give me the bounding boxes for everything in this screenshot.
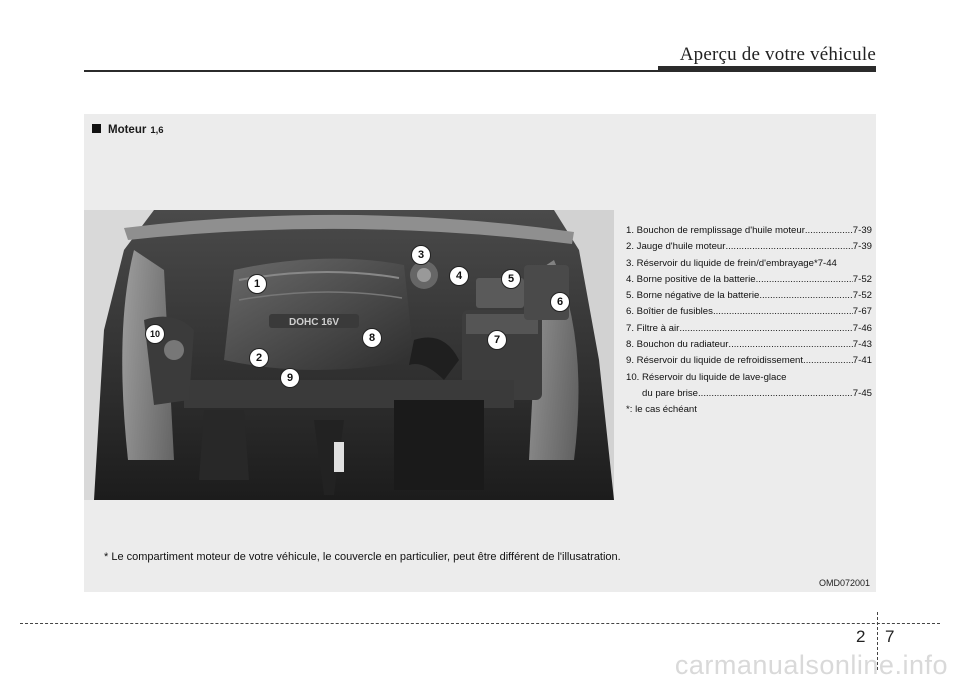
engine-bay-illustration	[84, 210, 614, 500]
legend-item-continued: du pare brise ..... 7-45	[626, 386, 872, 402]
callout-10: 10	[145, 324, 165, 344]
section-title-text: Moteur	[108, 124, 147, 136]
watermark: carmanualsonline.info	[674, 650, 948, 680]
legend-item: 6. Boîtier de fusibles ..... 7-67	[626, 304, 872, 320]
bullet-square-icon	[92, 124, 101, 133]
legend-item: 5. Borne négative de la batterie ..... 7-52	[626, 288, 872, 304]
section-title	[92, 124, 164, 136]
legend-item: 9. Réservoir du liquide de refroidissement ..... 7-41	[626, 353, 872, 369]
legend-item: 3. Réservoir du liquide de frein/d'embrayage* 7-44	[626, 257, 837, 269]
callout-3: 3	[411, 245, 431, 265]
page-header-title: Aperçu de votre véhicule	[679, 44, 876, 65]
parts-legend	[626, 223, 872, 419]
page-chapter: 2	[856, 627, 866, 646]
section-subtitle: 1,6	[150, 125, 164, 136]
engine-badge-text: DOHC 16V	[288, 317, 340, 328]
callout-7: 7	[487, 330, 507, 350]
callout-1: 1	[247, 274, 267, 294]
page-number: 7	[885, 627, 895, 646]
legend-item: 2. Jauge d'huile moteur ..... 7-39	[626, 239, 872, 255]
legend-item: 8. Bouchon du radiateur ..... 7-43	[626, 337, 872, 353]
footer-dashed-rule	[20, 623, 940, 624]
figure-code: OMD072001	[818, 578, 870, 588]
footnote: * Le compartiment moteur de votre véhicule, le couvercle en particulier, peut être différent de l'illusatration.	[104, 551, 621, 563]
legend-note: *: le cas échéant	[626, 404, 697, 416]
callout-2: 2	[249, 348, 269, 368]
header-rule-accent	[658, 66, 876, 72]
callout-5: 5	[501, 269, 521, 289]
legend-item: 7. Filtre à air ..... 7-46	[626, 321, 872, 337]
legend-item: 1. Bouchon de remplissage d'huile moteur ..... 7-39	[626, 223, 872, 239]
callout-4: 4	[449, 266, 469, 286]
legend-item: 4. Borne positive de la batterie ..... 7-52	[626, 272, 872, 288]
callout-6: 6	[550, 292, 570, 312]
callout-8: 8	[362, 328, 382, 348]
legend-item: 10. Réservoir du liquide de lave-glace	[626, 371, 787, 383]
engine-bay-image	[84, 210, 614, 500]
callout-9: 9	[280, 368, 300, 388]
